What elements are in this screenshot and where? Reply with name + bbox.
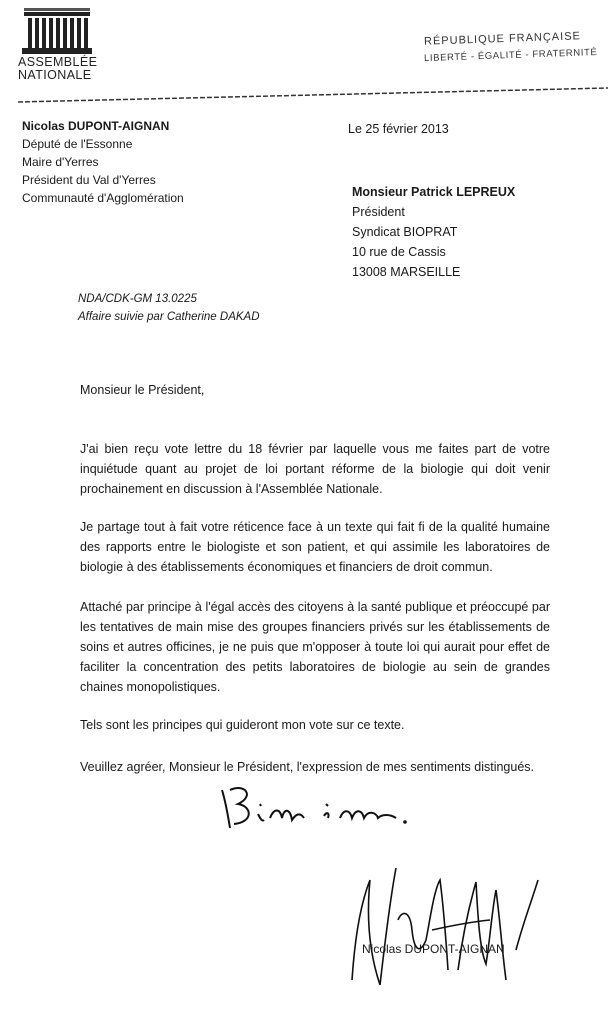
recipient-line: 13008 MARSEILLE (352, 265, 461, 279)
body-paragraph: Attaché par principe à l'égal accès des citoyens à la santé publique et préoccupé par les tentatives de main mise des groupes financiers privés sur les établissements de soins et autres officines, je ne puis que m'opposer à toute loi qui aurait pour effet de faciliter la concentration des petits laboratoires de biologie au sein de grandes chaines monopolistiques. (80, 600, 550, 694)
salutation: Monsieur le Président, (80, 383, 205, 397)
sender-title: Maire d'Yerres (22, 155, 99, 169)
body-paragraph: Je partage tout à fait votre réticence face à un texte qui fait fi de la qualité humaine des rapports entre le biologiste et son patient, et qui assimile les laboratoires de biologie à des établissements économiques et financiers de droit commun. (80, 520, 550, 574)
recipient-name: Monsieur Patrick LEPREUX (352, 185, 516, 199)
devise: LIBERTÉ - ÉGALITÉ - FRATERNITÉ (423, 46, 598, 65)
sender-title: Président du Val d'Yerres (22, 173, 156, 187)
recipient-line: Syndicat BIOPRAT (352, 225, 458, 239)
handwritten-closing (200, 778, 440, 838)
recipient-line: 10 rue de Cassis (352, 245, 446, 259)
institution-line1: ASSEMBLÉE (18, 55, 98, 69)
recipient-line: Président (352, 205, 405, 219)
institution-line2: NATIONALE (18, 68, 92, 82)
sender-block (22, 117, 184, 207)
signature (340, 860, 550, 990)
building-icon (22, 8, 92, 56)
body-paragraph: J'ai bien reçu vote lettre du 18 février par laquelle vous me faites part de votre inquiétude quant au projet de loi portant réforme de la biologie qui doit venir prochainement en discussion à l'Assemblée Nationale. (80, 442, 550, 496)
recipient-block (352, 182, 515, 282)
republique-francaise: RÉPUBLIQUE FRANÇAISE (423, 30, 582, 48)
reference-code: NDA/CDK-GM 13.0225 (78, 293, 197, 305)
closing-formula: Veuillez agréer, Monsieur le Président, l'expression de mes sentiments distingués. (80, 760, 535, 774)
reference-handled-by: Affaire suivie par Catherine DAKAD (78, 311, 260, 323)
letter-date: Le 25 février 2013 (348, 122, 449, 136)
header-divider (18, 66, 608, 108)
signer-name: Nicolas DUPONT-AIGNAN (362, 942, 505, 956)
sender-name: Nicolas DUPONT-AIGNAN (22, 119, 170, 133)
sender-title: Communauté d'Agglomération (22, 191, 184, 205)
body-paragraph: Tels sont les principes qui guideront mon vote sur ce texte. (80, 718, 405, 732)
reference-block (78, 290, 260, 326)
sender-title: Député de l'Essonne (22, 137, 133, 151)
